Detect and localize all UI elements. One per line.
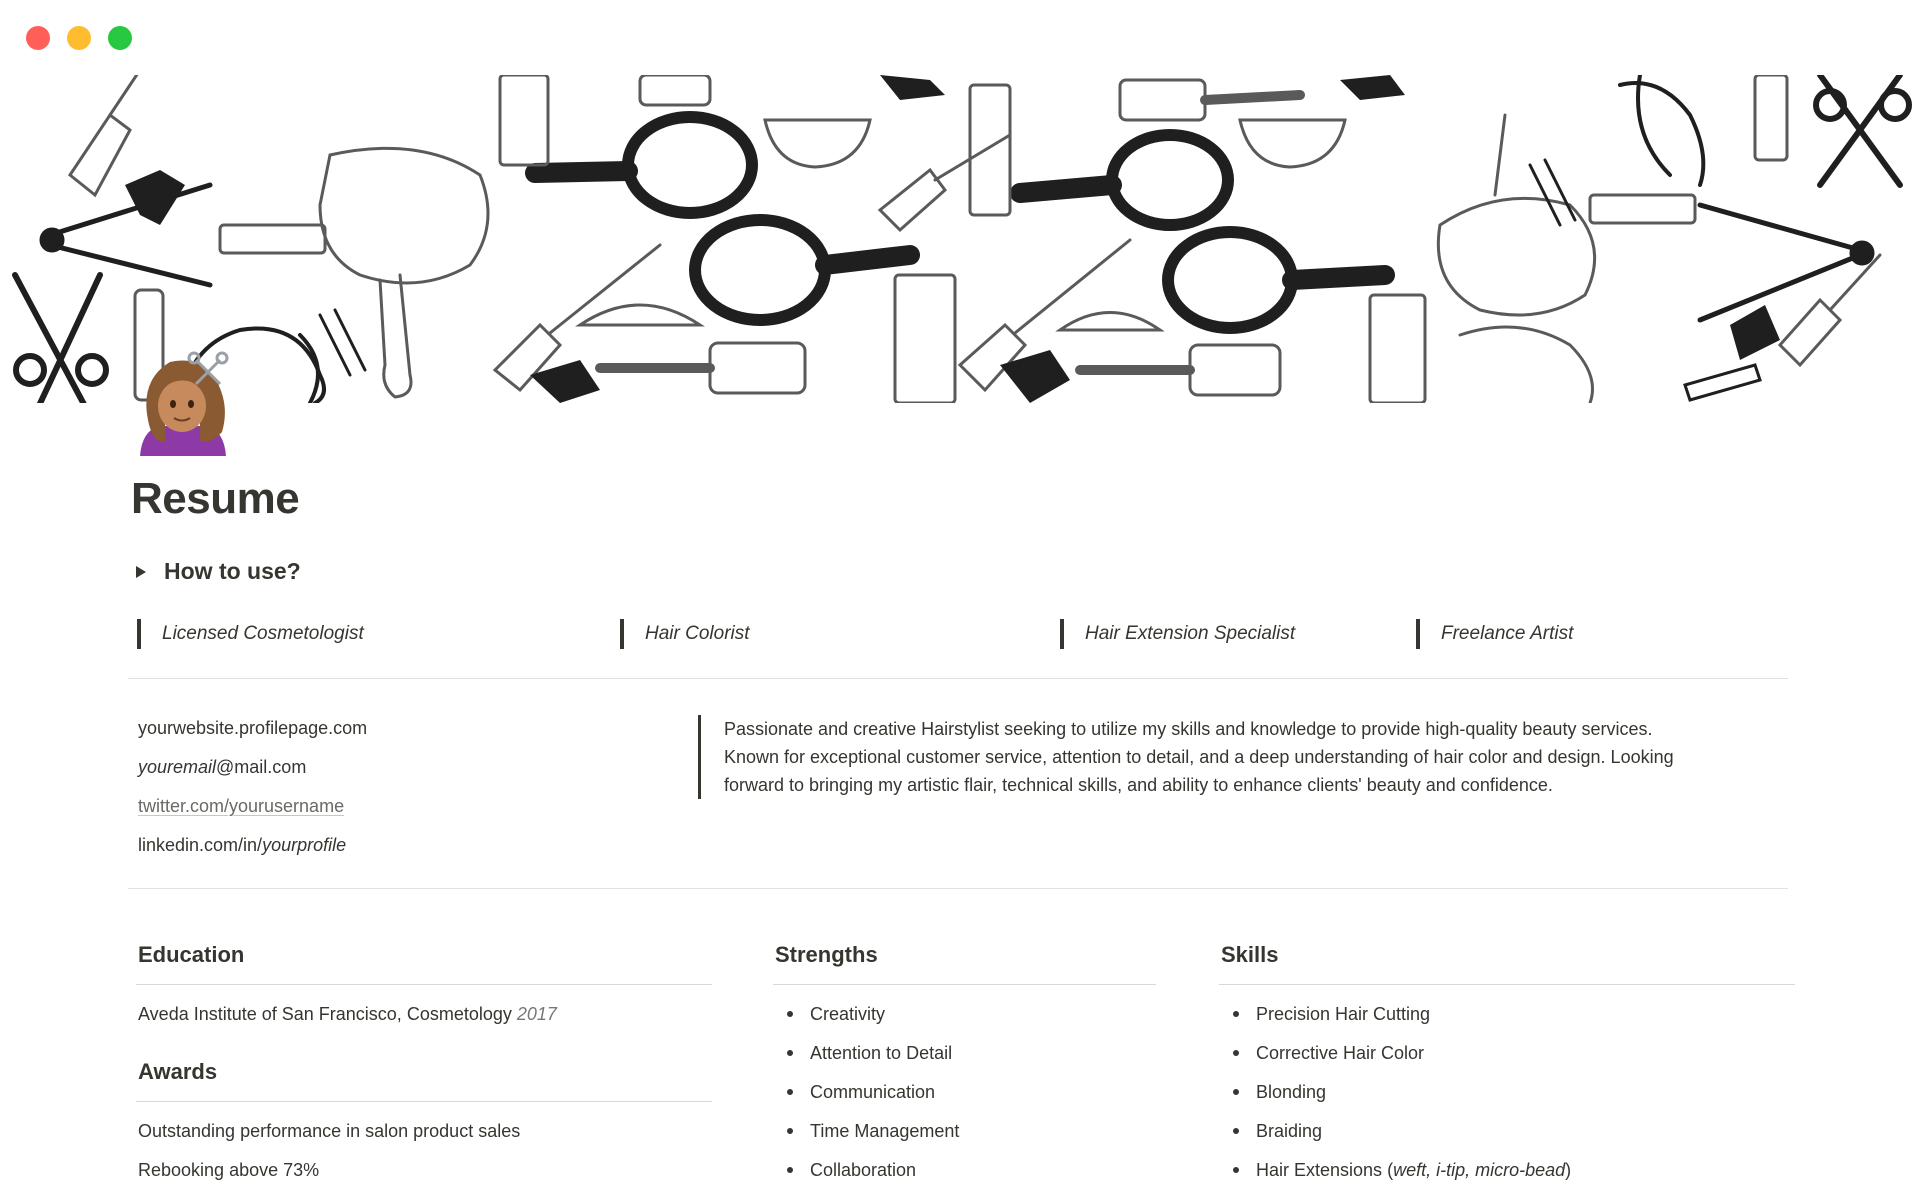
mirror-icon: [695, 220, 910, 320]
woman-getting-haircut-icon: [130, 350, 236, 456]
bottle-icon: [135, 75, 1787, 403]
job-title-quote: Freelance Artist: [1416, 619, 1573, 649]
contact-list: [138, 713, 367, 869]
window-controls: [26, 26, 132, 50]
bowl-icon: [580, 120, 1345, 330]
list-item: Collaboration: [785, 1155, 959, 1194]
extensions-paren-close: ): [1565, 1160, 1572, 1180]
education-underline: [136, 984, 712, 985]
mirror-icon: [535, 117, 752, 213]
list-item: Precision Hair Cutting: [1231, 999, 1571, 1038]
scissors-icon: [15, 275, 106, 403]
mirror-icon: [1168, 232, 1385, 328]
website-text: yourwebsite.profilepage.com: [138, 718, 368, 738]
how-to-use-toggle[interactable]: [136, 558, 301, 585]
email-domain: @mail.com: [216, 757, 307, 777]
graduation-year: 2017: [516, 1004, 557, 1024]
list-item: Attention to Detail: [785, 1038, 959, 1077]
strengths-heading: Strengths: [775, 942, 878, 967]
twitter-link[interactable]: twitter.com/yourusername: [138, 796, 345, 816]
school-name: Aveda Institute of San Francisco, Cosmetology: [138, 1004, 512, 1024]
strengths-underline: [773, 984, 1156, 985]
close-window-button[interactable]: [26, 26, 50, 50]
email-text: [138, 752, 367, 791]
award-item: Outstanding performance in salon product sales: [138, 1121, 521, 1141]
toggle-triangle-icon[interactable]: [136, 566, 146, 578]
divider: [128, 678, 1788, 679]
page-title[interactable]: Resume: [131, 474, 300, 523]
list-item: Blonding: [1231, 1077, 1571, 1116]
list-item: Corrective Hair Color: [1231, 1038, 1571, 1077]
education-heading: Education: [138, 942, 245, 967]
extensions-label: Hair Extensions: [1256, 1160, 1383, 1180]
skills-underline: [1219, 984, 1795, 985]
maximize-window-button[interactable]: [108, 26, 132, 50]
linkedin-profile: yourprofile: [262, 835, 347, 855]
awards-underline: [136, 1101, 712, 1102]
award-item: Rebooking above 73%: [138, 1160, 320, 1180]
brush-icon: [70, 75, 1880, 390]
summary-line: forward to bringing my artistic flair, technical skills, and ability to enhance clients' beauty and confidence.: [724, 775, 1553, 795]
summary-line: Known for exceptional customer service, attention to detail, and a deep understanding of hair color and design. Looking: [724, 747, 1674, 767]
list-item: Time Management: [785, 1116, 959, 1155]
flat-iron-icon: [42, 185, 1872, 320]
extensions-detail: weft, i-tip, micro-bead: [1393, 1160, 1566, 1180]
hair-dryer-icon: [320, 148, 488, 397]
extensions-paren-open: (: [1387, 1160, 1394, 1180]
divider: [128, 888, 1788, 889]
linkedin-prefix: linkedin.com/in/: [138, 835, 263, 855]
page-icon-emoji[interactable]: [130, 350, 236, 456]
mirror-icon: [1020, 135, 1228, 225]
strengths-list: [785, 999, 959, 1194]
skills-list: [1231, 999, 1571, 1194]
job-title-quote: Hair Colorist: [620, 619, 750, 649]
list-item: Creativity: [785, 999, 959, 1038]
awards-heading: Awards: [138, 1059, 218, 1084]
skills-heading: Skills: [1221, 942, 1279, 967]
summary-quote: [698, 715, 1768, 799]
hair-tools-pattern: [0, 75, 1920, 403]
job-title-quote: Hair Extension Specialist: [1060, 619, 1295, 649]
toggle-label: How to use?: [164, 558, 301, 584]
list-item: Braiding: [1231, 1116, 1571, 1155]
hair-clip-icon: [125, 75, 1780, 403]
summary-line: Passionate and creative Hairstylist seeking to utilize my skills and knowledge to provide high-quality beauty services.: [724, 719, 1653, 739]
email-user: youremail: [138, 757, 217, 777]
list-item: [1231, 1155, 1571, 1194]
hair-dryer-icon: [1460, 327, 1593, 403]
education-entry: [138, 1004, 557, 1025]
minimize-window-button[interactable]: [67, 26, 91, 50]
list-item: Communication: [785, 1077, 959, 1116]
page-cover[interactable]: [0, 75, 1920, 403]
job-titles-row: [137, 619, 1787, 649]
job-title-quote: Licensed Cosmetologist: [137, 619, 364, 649]
scissors-icon: [1816, 75, 1909, 185]
linkedin-text: [138, 830, 367, 869]
